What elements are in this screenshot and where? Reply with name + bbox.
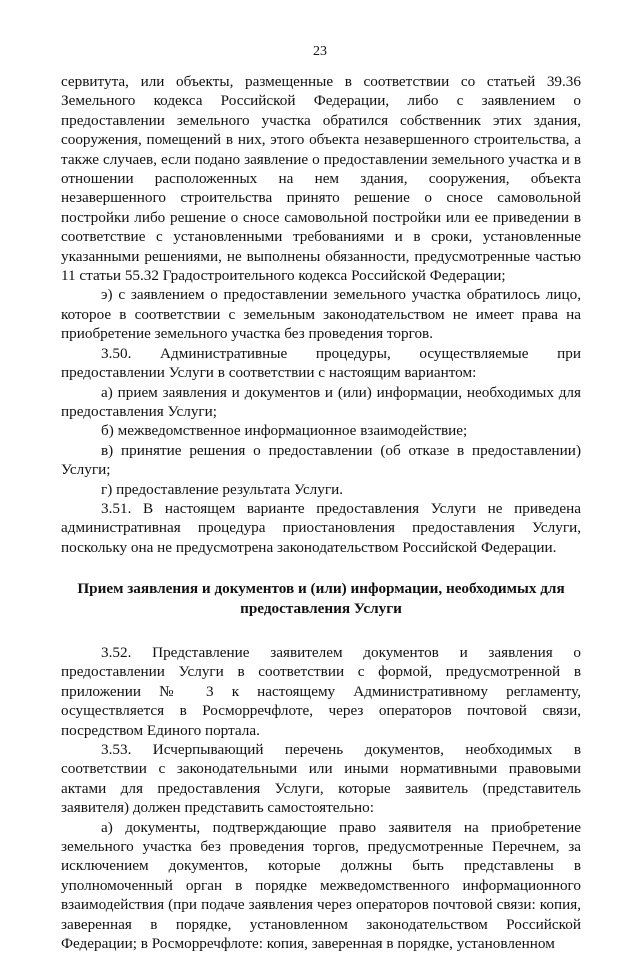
spacer — [61, 618, 581, 643]
paragraph-3-52: 3.52. Представление заявителем документов и заявления о предоставлении Услуги в соответствии с формой, предусмотренной в приложении № 3 к настоящему Административному регламенту, осуществляется в Росморречфлоте, через операторов почтовой связи, посредством Единого портала. — [61, 643, 581, 739]
paragraph-3-53: 3.53. Исчерпывающий перечень документов, необходимых в соответствии с законодательными или иными нормативными правовыми актами для предоставления Услуги, которые заявитель (представитель заявителя) должен представить самостоятельно: — [61, 741, 581, 817]
paragraph-servitude-continuation: сервитута, или объекты, размещенные в соответствии со статьей 39.36 Земельного кодекса Российской Федерации, либо с заявлением о предоставлении земельного участка обратился собственник этих здания, сооружения, помещений в них, этого объекта незавершенного строительства, а также случаев, если подано заявление о предоставлении земельного участка и в отношении расположенных на нем здания, сооружения, объекта незавершенного строительства принято решение о сносе самовольной постройки либо решение о сносе самовольной постройки или ее приведении в соответствие с установленными требованиями и в сроки, установленные указанными решениями, не выполнены обязанности, предусмотренные частью 11 статьи 55.32 Градостроительного кодекса Российской Федерации; — [61, 73, 581, 285]
page-number: 23 — [313, 44, 327, 59]
paragraph-item-a: а) прием заявления и документов и (или) информации, необходимых для предоставления Услуги; — [61, 383, 581, 420]
paragraph-item-b: б) межведомственное информационное взаимодействие; — [101, 422, 468, 440]
paragraph-3-51: 3.51. В настоящем варианте предоставления Услуги не приведена административная процедура приостановления предоставления Услуги, поскольку она не предусмотрена законодательством Российской Федерации. — [61, 499, 581, 556]
paragraph-item-g: г) предоставление результата Услуги. — [101, 480, 344, 498]
section-heading: Прием заявления и документов и (или) информации, необходимых для предоставления Услуги — [77, 580, 565, 617]
paragraph-item-v: в) принятие решения о предоставлении (об отказе в предоставлении) Услуги; — [61, 441, 581, 479]
paragraph-item-e: э) с заявлением о предоставлении земельного участка обратилось лицо, которое в соответствии с земельным законодательством не имеет права на приобретение земельного участка без проведения торгов. — [61, 286, 581, 343]
paragraph-3-50: 3.50. Административные процедуры, осуществляемые при предоставлении Услуги в соответствии с настоящим вариантом: — [61, 344, 581, 382]
document-body — [61, 72, 581, 953]
paragraph-item-a-documents: а) документы, подтверждающие право заявителя на приобретение земельного участка без проведения торгов, предусмотренные Перечнем, за исключением документов, которые должны быть представлены в уполномоченный орган в порядке межведомственного информационного взаимодействия (при подаче заявления через операторов почтовой связи: копия, заверенная в порядке, установленном законодательством Российской Федерации; в Росморречфлоте: копия, заверенная в порядке, установленном — [61, 818, 581, 953]
spacer — [61, 557, 581, 579]
